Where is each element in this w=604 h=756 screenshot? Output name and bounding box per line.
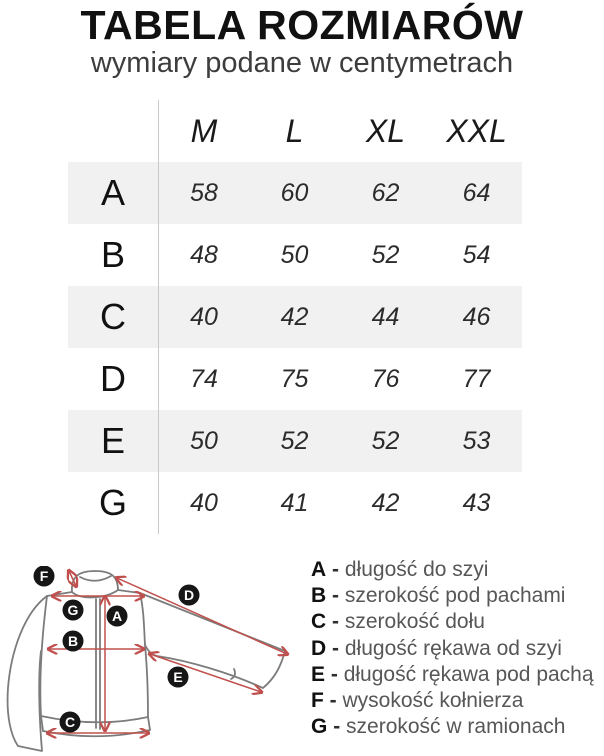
legend-letter: E bbox=[311, 662, 326, 686]
legend-item-d bbox=[311, 636, 601, 662]
cell: 40 bbox=[158, 286, 249, 348]
legend-letter: F bbox=[311, 689, 324, 713]
cell: 76 bbox=[371, 364, 400, 393]
legend-text: szerokość dołu bbox=[344, 610, 485, 634]
cell: 52 bbox=[371, 240, 400, 269]
cell: 43 bbox=[462, 488, 491, 517]
legend-text: długość rękawa pod pachą bbox=[343, 662, 594, 686]
table-row-d bbox=[68, 348, 522, 410]
cell: 64 bbox=[462, 178, 491, 207]
legend-dash: - bbox=[332, 610, 340, 634]
legend-letter: G bbox=[311, 715, 328, 739]
legend-item-c bbox=[311, 609, 601, 635]
table-header-row bbox=[68, 100, 522, 162]
cell: 62 bbox=[371, 178, 400, 207]
badge-c: C bbox=[64, 714, 76, 730]
legend-dash: - bbox=[330, 662, 338, 686]
cell: 52 bbox=[371, 426, 400, 455]
hem-upper bbox=[41, 716, 148, 722]
cell: 52 bbox=[280, 426, 309, 455]
badge-e: E bbox=[173, 669, 183, 685]
table-row-b bbox=[68, 224, 522, 286]
column-header-m: M bbox=[158, 100, 249, 162]
row-label: A bbox=[100, 172, 125, 213]
legend-letter: C bbox=[311, 610, 327, 634]
measurement-lines bbox=[48, 571, 287, 733]
body-right-edge bbox=[140, 593, 148, 717]
legend-text: długość rękawa od szyi bbox=[344, 636, 562, 660]
badge-d: D bbox=[183, 587, 195, 603]
column-header-l: L bbox=[285, 112, 304, 149]
table-row-c bbox=[68, 286, 522, 348]
row-label: G bbox=[98, 482, 127, 523]
legend-text: szerokość w ramionach bbox=[346, 715, 566, 739]
cell: 42 bbox=[280, 302, 309, 331]
legend-text: wysokość kołnierza bbox=[342, 689, 524, 713]
cell: 41 bbox=[280, 488, 309, 517]
row-label: E bbox=[100, 420, 125, 461]
zipper bbox=[96, 599, 100, 729]
badge-f: F bbox=[39, 568, 49, 584]
legend-letter: A bbox=[311, 558, 327, 581]
measure-line-e bbox=[150, 654, 261, 692]
column-header-xxl: XXL bbox=[446, 112, 507, 149]
body-left-edge bbox=[40, 596, 47, 731]
page-subtitle: wymiary podane w centymetrach bbox=[90, 47, 514, 79]
shoulder-seams bbox=[47, 590, 140, 596]
legend-dash: - bbox=[329, 689, 337, 713]
cell: 46 bbox=[462, 302, 491, 331]
cell: 74 bbox=[158, 348, 249, 410]
badge-g: G bbox=[67, 602, 79, 618]
legend-item-g bbox=[311, 714, 601, 740]
badge-b: B bbox=[67, 633, 79, 649]
row-label: B bbox=[100, 234, 125, 275]
cell: 60 bbox=[280, 178, 309, 207]
jacket-outline bbox=[8, 571, 285, 751]
row-label: D bbox=[100, 358, 126, 399]
sleeve-notch bbox=[231, 669, 235, 679]
cell: 42 bbox=[371, 488, 400, 517]
cell: 54 bbox=[462, 240, 491, 269]
legend-letter: B bbox=[311, 584, 327, 608]
table-row-a bbox=[68, 162, 522, 224]
cell: 53 bbox=[462, 426, 491, 455]
cell: 48 bbox=[158, 224, 249, 286]
cell: 50 bbox=[280, 240, 309, 269]
cell: 77 bbox=[462, 364, 491, 393]
collar-inner-rim bbox=[80, 576, 111, 581]
right-sleeve bbox=[140, 593, 285, 688]
cell: 40 bbox=[158, 472, 249, 534]
column-header-xl: XL bbox=[365, 112, 406, 149]
legend-text: długość do szyi bbox=[344, 558, 489, 581]
legend-dash: - bbox=[332, 636, 340, 660]
legend-dash: - bbox=[332, 558, 340, 581]
legend-text: szerokość pod pachami bbox=[344, 584, 566, 608]
page-title: TABELA ROZMIARÓW bbox=[80, 2, 524, 48]
table-row-g bbox=[68, 472, 522, 534]
legend-letter: D bbox=[311, 636, 327, 660]
badge-a: A bbox=[111, 608, 123, 624]
cell: 58 bbox=[158, 162, 249, 224]
size-table bbox=[68, 100, 522, 534]
legend-item-a bbox=[311, 557, 601, 583]
legend-dash: - bbox=[332, 584, 340, 608]
row-label: C bbox=[100, 296, 126, 337]
legend-item-e bbox=[311, 662, 601, 688]
cell: 50 bbox=[158, 410, 249, 472]
table-row-e bbox=[68, 410, 522, 472]
cell: 44 bbox=[371, 302, 400, 331]
legend-dash: - bbox=[333, 715, 341, 739]
legend-item-b bbox=[311, 583, 601, 609]
cell: 75 bbox=[280, 364, 309, 393]
legend-item-f bbox=[311, 688, 601, 714]
jacket-measurement-diagram bbox=[5, 566, 305, 756]
measurement-legend bbox=[311, 557, 601, 740]
